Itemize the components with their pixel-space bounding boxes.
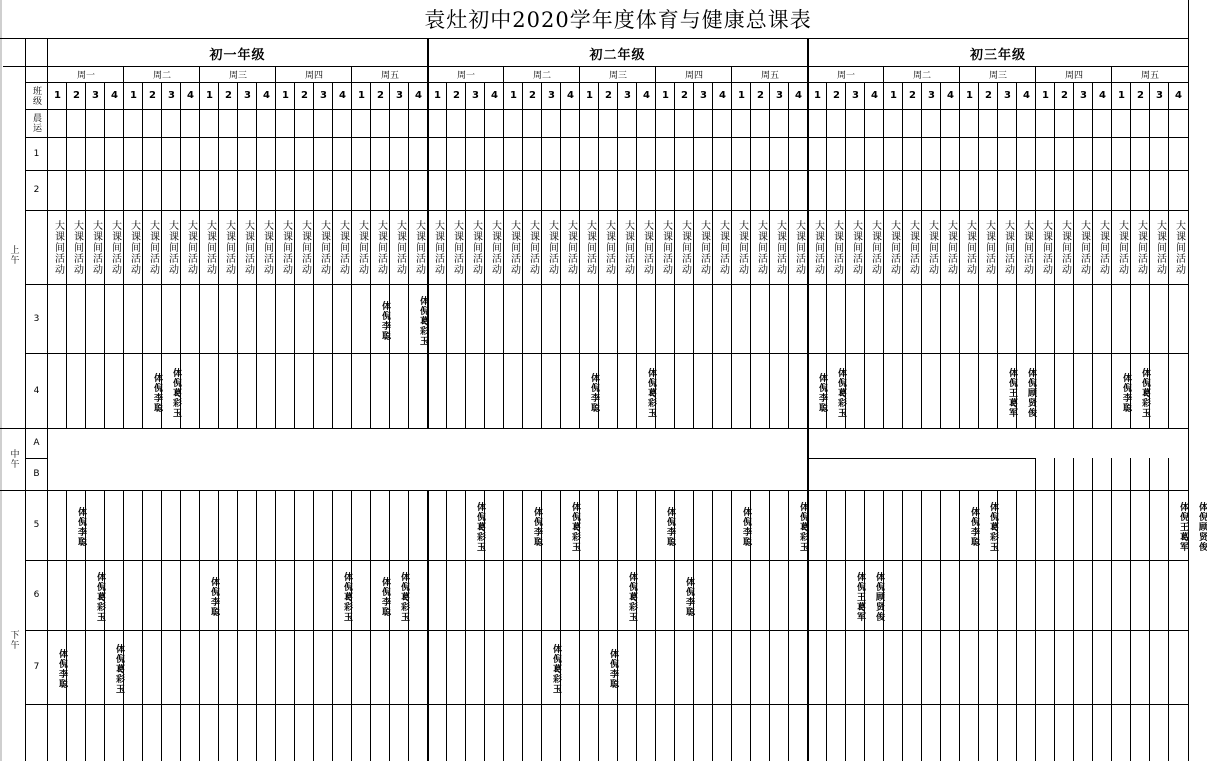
activity-cell: 大课间活动 <box>318 219 330 275</box>
activity-cell: 大课间活动 <box>90 219 102 275</box>
teacher-cell: 体倪李聪 <box>684 577 694 617</box>
activity-cell: 大课间活动 <box>983 219 995 275</box>
activity-cell: 大课间活动 <box>1173 219 1185 275</box>
period-number: 1 <box>662 90 669 101</box>
section-noon-label: 中午 <box>8 449 19 469</box>
period-number: 3 <box>928 90 935 101</box>
period-number: 4 <box>719 90 726 101</box>
period-number: 4 <box>947 90 954 101</box>
period-number: 4 <box>263 90 270 101</box>
period-number: 1 <box>890 90 897 101</box>
activity-cell: 大课间活动 <box>280 219 292 275</box>
period-number: 2 <box>149 90 156 101</box>
period-number: 2 <box>1061 90 1068 101</box>
activity-cell: 大课间活动 <box>375 219 387 275</box>
period-number: 4 <box>1099 90 1106 101</box>
activity-cell: 大课间活动 <box>71 219 83 275</box>
teacher-cell: 体倪李聪 <box>380 300 390 341</box>
grade-header-3: 初三年级 <box>969 47 1026 63</box>
activity-cell: 大课间活动 <box>546 219 558 275</box>
day-header: 周二 <box>912 70 931 81</box>
teacher-cell: 体倪李聪 <box>152 372 162 413</box>
period-number: 1 <box>586 90 593 101</box>
period-number: 3 <box>1004 90 1011 101</box>
teacher-cell: 体倪李聪 <box>532 507 542 547</box>
day-header: 周一 <box>76 70 95 81</box>
period-number: 2 <box>301 90 308 101</box>
teacher-cell: 体倪李聪 <box>76 507 86 547</box>
activity-cell: 大课间活动 <box>508 219 520 275</box>
teacher-cell: 体倪李聪 <box>817 372 827 413</box>
period-number: 2 <box>453 90 460 101</box>
teacher-cell: 体倪葛彩玉 <box>1140 367 1150 418</box>
teacher-cell: 体倪葛彩玉 <box>627 572 637 622</box>
period-number: 3 <box>244 90 251 101</box>
day-header: 周一 <box>456 70 475 81</box>
section-morning-label: 上午 <box>8 245 19 265</box>
day-header: 周一 <box>836 70 855 81</box>
teacher-cell: 体倪葛彩玉 <box>988 502 998 552</box>
row-label-5: 5 <box>33 520 40 530</box>
activity-cell: 大课间活动 <box>204 219 216 275</box>
period-number: 4 <box>1175 90 1182 101</box>
period-number: 2 <box>225 90 232 101</box>
activity-cell: 大课间活动 <box>755 219 767 275</box>
activity-cell: 大课间活动 <box>869 219 881 275</box>
period-number: 3 <box>700 90 707 101</box>
period-number: 3 <box>396 90 403 101</box>
activity-cell: 大课间活动 <box>850 219 862 275</box>
activity-cell: 大课间活动 <box>641 219 653 275</box>
day-header: 周五 <box>1140 70 1159 81</box>
day-header: 周二 <box>532 70 551 81</box>
activity-cell: 大课间活动 <box>432 219 444 275</box>
period-number: 4 <box>795 90 802 101</box>
activity-cell: 大课间活动 <box>147 219 159 275</box>
teacher-cell: 体倪葛彩玉 <box>114 644 124 694</box>
day-header: 周二 <box>152 70 171 81</box>
row-label-7: 7 <box>33 662 40 672</box>
period-number: 1 <box>358 90 365 101</box>
row-label-3: 3 <box>33 313 40 324</box>
period-number: 2 <box>985 90 992 101</box>
activity-cell: 大课间活动 <box>1021 219 1033 275</box>
period-number: 4 <box>491 90 498 101</box>
activity-cell: 大课间活动 <box>109 219 121 275</box>
teacher-cell: 体倪葛彩玉 <box>646 367 656 418</box>
period-number: 1 <box>510 90 517 101</box>
teacher-cell: 体倪王葛军 <box>1007 367 1017 418</box>
activity-cell: 大课间活动 <box>926 219 938 275</box>
activity-cell: 大课间活动 <box>1154 219 1166 275</box>
teacher-cell: 体倪李聪 <box>608 649 618 689</box>
teacher-cell: 体倪李聪 <box>1121 372 1131 413</box>
teacher-cell: 体倪李聪 <box>57 649 67 689</box>
period-number: 3 <box>1080 90 1087 101</box>
row-label-2: 2 <box>33 185 40 195</box>
period-number: 1 <box>206 90 213 101</box>
teacher-cell: 体倪葛彩玉 <box>570 502 580 552</box>
grade-header-1: 初一年级 <box>209 47 266 63</box>
activity-cell: 大课间活动 <box>1002 219 1014 275</box>
row-label-4: 4 <box>33 385 40 396</box>
activity-cell: 大课间活动 <box>261 219 273 275</box>
period-number: 1 <box>966 90 973 101</box>
activity-cell: 大课间活动 <box>166 219 178 275</box>
period-number: 3 <box>852 90 859 101</box>
period-number: 1 <box>1118 90 1125 101</box>
period-number: 4 <box>415 90 422 101</box>
activity-cell: 大课间活动 <box>622 219 634 275</box>
activity-cell: 大课间活动 <box>128 219 140 275</box>
activity-cell: 大课间活动 <box>185 219 197 275</box>
activity-cell: 大课间活动 <box>679 219 691 275</box>
period-number: 2 <box>73 90 80 101</box>
teacher-cell: 体倪李聪 <box>741 507 751 547</box>
period-number: 4 <box>871 90 878 101</box>
activity-cell: 大课间活动 <box>242 219 254 275</box>
teacher-cell: 体倪李聪 <box>665 507 675 547</box>
activity-cell: 大课间活动 <box>717 219 729 275</box>
period-number: 2 <box>529 90 536 101</box>
activity-cell: 大课间活动 <box>736 219 748 275</box>
activity-cell: 大课间活动 <box>793 219 805 275</box>
teacher-cell: 体倪葛彩玉 <box>798 502 808 552</box>
day-header: 周三 <box>228 70 247 81</box>
morning-exercise-label: 晨运 <box>31 113 41 133</box>
period-number: 2 <box>757 90 764 101</box>
activity-cell: 大课间活动 <box>52 219 64 275</box>
period-number: 3 <box>320 90 327 101</box>
day-header: 周四 <box>684 70 703 81</box>
period-number: 1 <box>738 90 745 101</box>
activity-cell: 大课间活动 <box>1040 219 1052 275</box>
teacher-cell: 体倪顾贤俊 <box>874 572 884 622</box>
activity-cell: 大课间活动 <box>451 219 463 275</box>
activity-cell: 大课间活动 <box>223 219 235 275</box>
period-number: 2 <box>681 90 688 101</box>
activity-cell: 大课间活动 <box>565 219 577 275</box>
period-number: 1 <box>130 90 137 101</box>
period-number: 3 <box>1156 90 1163 101</box>
activity-cell: 大课间活动 <box>831 219 843 275</box>
activity-cell: 大课间活动 <box>774 219 786 275</box>
activity-cell: 大课间活动 <box>888 219 900 275</box>
activity-cell: 大课间活动 <box>584 219 596 275</box>
activity-cell: 大课间活动 <box>470 219 482 275</box>
row-label-1: 1 <box>33 148 40 159</box>
teacher-cell: 体倪葛彩玉 <box>475 502 485 552</box>
period-number: 3 <box>776 90 783 101</box>
period-number: 1 <box>1042 90 1049 101</box>
activity-cell: 大课间活动 <box>603 219 615 275</box>
day-header: 周三 <box>608 70 627 81</box>
teacher-cell: 体倪李聪 <box>589 372 599 413</box>
period-number: 2 <box>377 90 384 101</box>
activity-cell: 大课间活动 <box>660 219 672 275</box>
period-number: 2 <box>1137 90 1144 101</box>
period-number: 2 <box>833 90 840 101</box>
teacher-cell: 体倪李聪 <box>380 577 390 617</box>
day-header: 周五 <box>380 70 399 81</box>
day-header: 周五 <box>760 70 779 81</box>
activity-cell: 大课间活动 <box>489 219 501 275</box>
activity-cell: 大课间活动 <box>1135 219 1147 275</box>
activity-cell: 大课间活动 <box>812 219 824 275</box>
day-header: 周四 <box>1064 70 1083 81</box>
period-number: 4 <box>187 90 194 101</box>
schedule-title: 袁灶初中2020学年度体育与健康总课表 <box>424 8 812 32</box>
teacher-cell: 体倪顾贤俊 <box>1026 367 1036 418</box>
activity-cell: 大课间活动 <box>1116 219 1128 275</box>
row-label-a: A <box>33 438 40 448</box>
class-label: 班级 <box>31 85 41 106</box>
section-afternoon-label: 下午 <box>8 630 19 650</box>
row-label-b: B <box>33 469 40 479</box>
teacher-cell: 体倪葛彩玉 <box>95 572 105 622</box>
period-number: 2 <box>605 90 612 101</box>
teacher-cell: 体倪顾贤俊 <box>1197 502 1207 552</box>
teacher-cell: 体倪李聪 <box>969 507 979 547</box>
activity-cell: 大课间活动 <box>337 219 349 275</box>
teacher-cell: 体倪王葛军 <box>855 572 865 622</box>
row-label-6: 6 <box>33 590 40 600</box>
activity-cell: 大课间活动 <box>1059 219 1071 275</box>
activity-cell: 大课间活动 <box>356 219 368 275</box>
period-number: 3 <box>472 90 479 101</box>
teacher-cell: 体倪葛彩玉 <box>418 295 428 346</box>
teacher-cell: 体倪李聪 <box>209 577 219 617</box>
teacher-cell: 体倪葛彩玉 <box>342 572 352 622</box>
teacher-cell: 体倪葛彩玉 <box>399 572 409 622</box>
teacher-cell: 体倪葛彩玉 <box>551 644 561 694</box>
activity-cell: 大课间活动 <box>299 219 311 275</box>
period-number: 3 <box>624 90 631 101</box>
period-number: 1 <box>282 90 289 101</box>
period-number: 3 <box>548 90 555 101</box>
period-number: 4 <box>339 90 346 101</box>
activity-cell: 大课间活动 <box>964 219 976 275</box>
period-number: 4 <box>643 90 650 101</box>
period-number: 3 <box>168 90 175 101</box>
activity-cell: 大课间活动 <box>907 219 919 275</box>
activity-cell: 大课间活动 <box>945 219 957 275</box>
activity-cell: 大课间活动 <box>394 219 406 275</box>
period-number: 1 <box>814 90 821 101</box>
teacher-cell: 体倪葛彩玉 <box>836 367 846 418</box>
activity-cell: 大课间活动 <box>413 219 425 275</box>
activity-cell: 大课间活动 <box>698 219 710 275</box>
period-number: 4 <box>567 90 574 101</box>
activity-cell: 大课间活动 <box>1078 219 1090 275</box>
teacher-cell: 体倪王葛军 <box>1178 502 1188 552</box>
activity-cell: 大课间活动 <box>527 219 539 275</box>
activity-cell: 大课间活动 <box>1097 219 1109 275</box>
period-number: 3 <box>92 90 99 101</box>
day-header: 周四 <box>304 70 323 81</box>
grade-header-2: 初二年级 <box>589 47 646 63</box>
teacher-cell: 体倪葛彩玉 <box>171 367 181 418</box>
period-number: 4 <box>111 90 118 101</box>
day-header: 周三 <box>988 70 1007 81</box>
period-number: 2 <box>909 90 916 101</box>
period-number: 4 <box>1023 90 1030 101</box>
period-number: 1 <box>434 90 441 101</box>
period-number: 1 <box>54 90 61 101</box>
